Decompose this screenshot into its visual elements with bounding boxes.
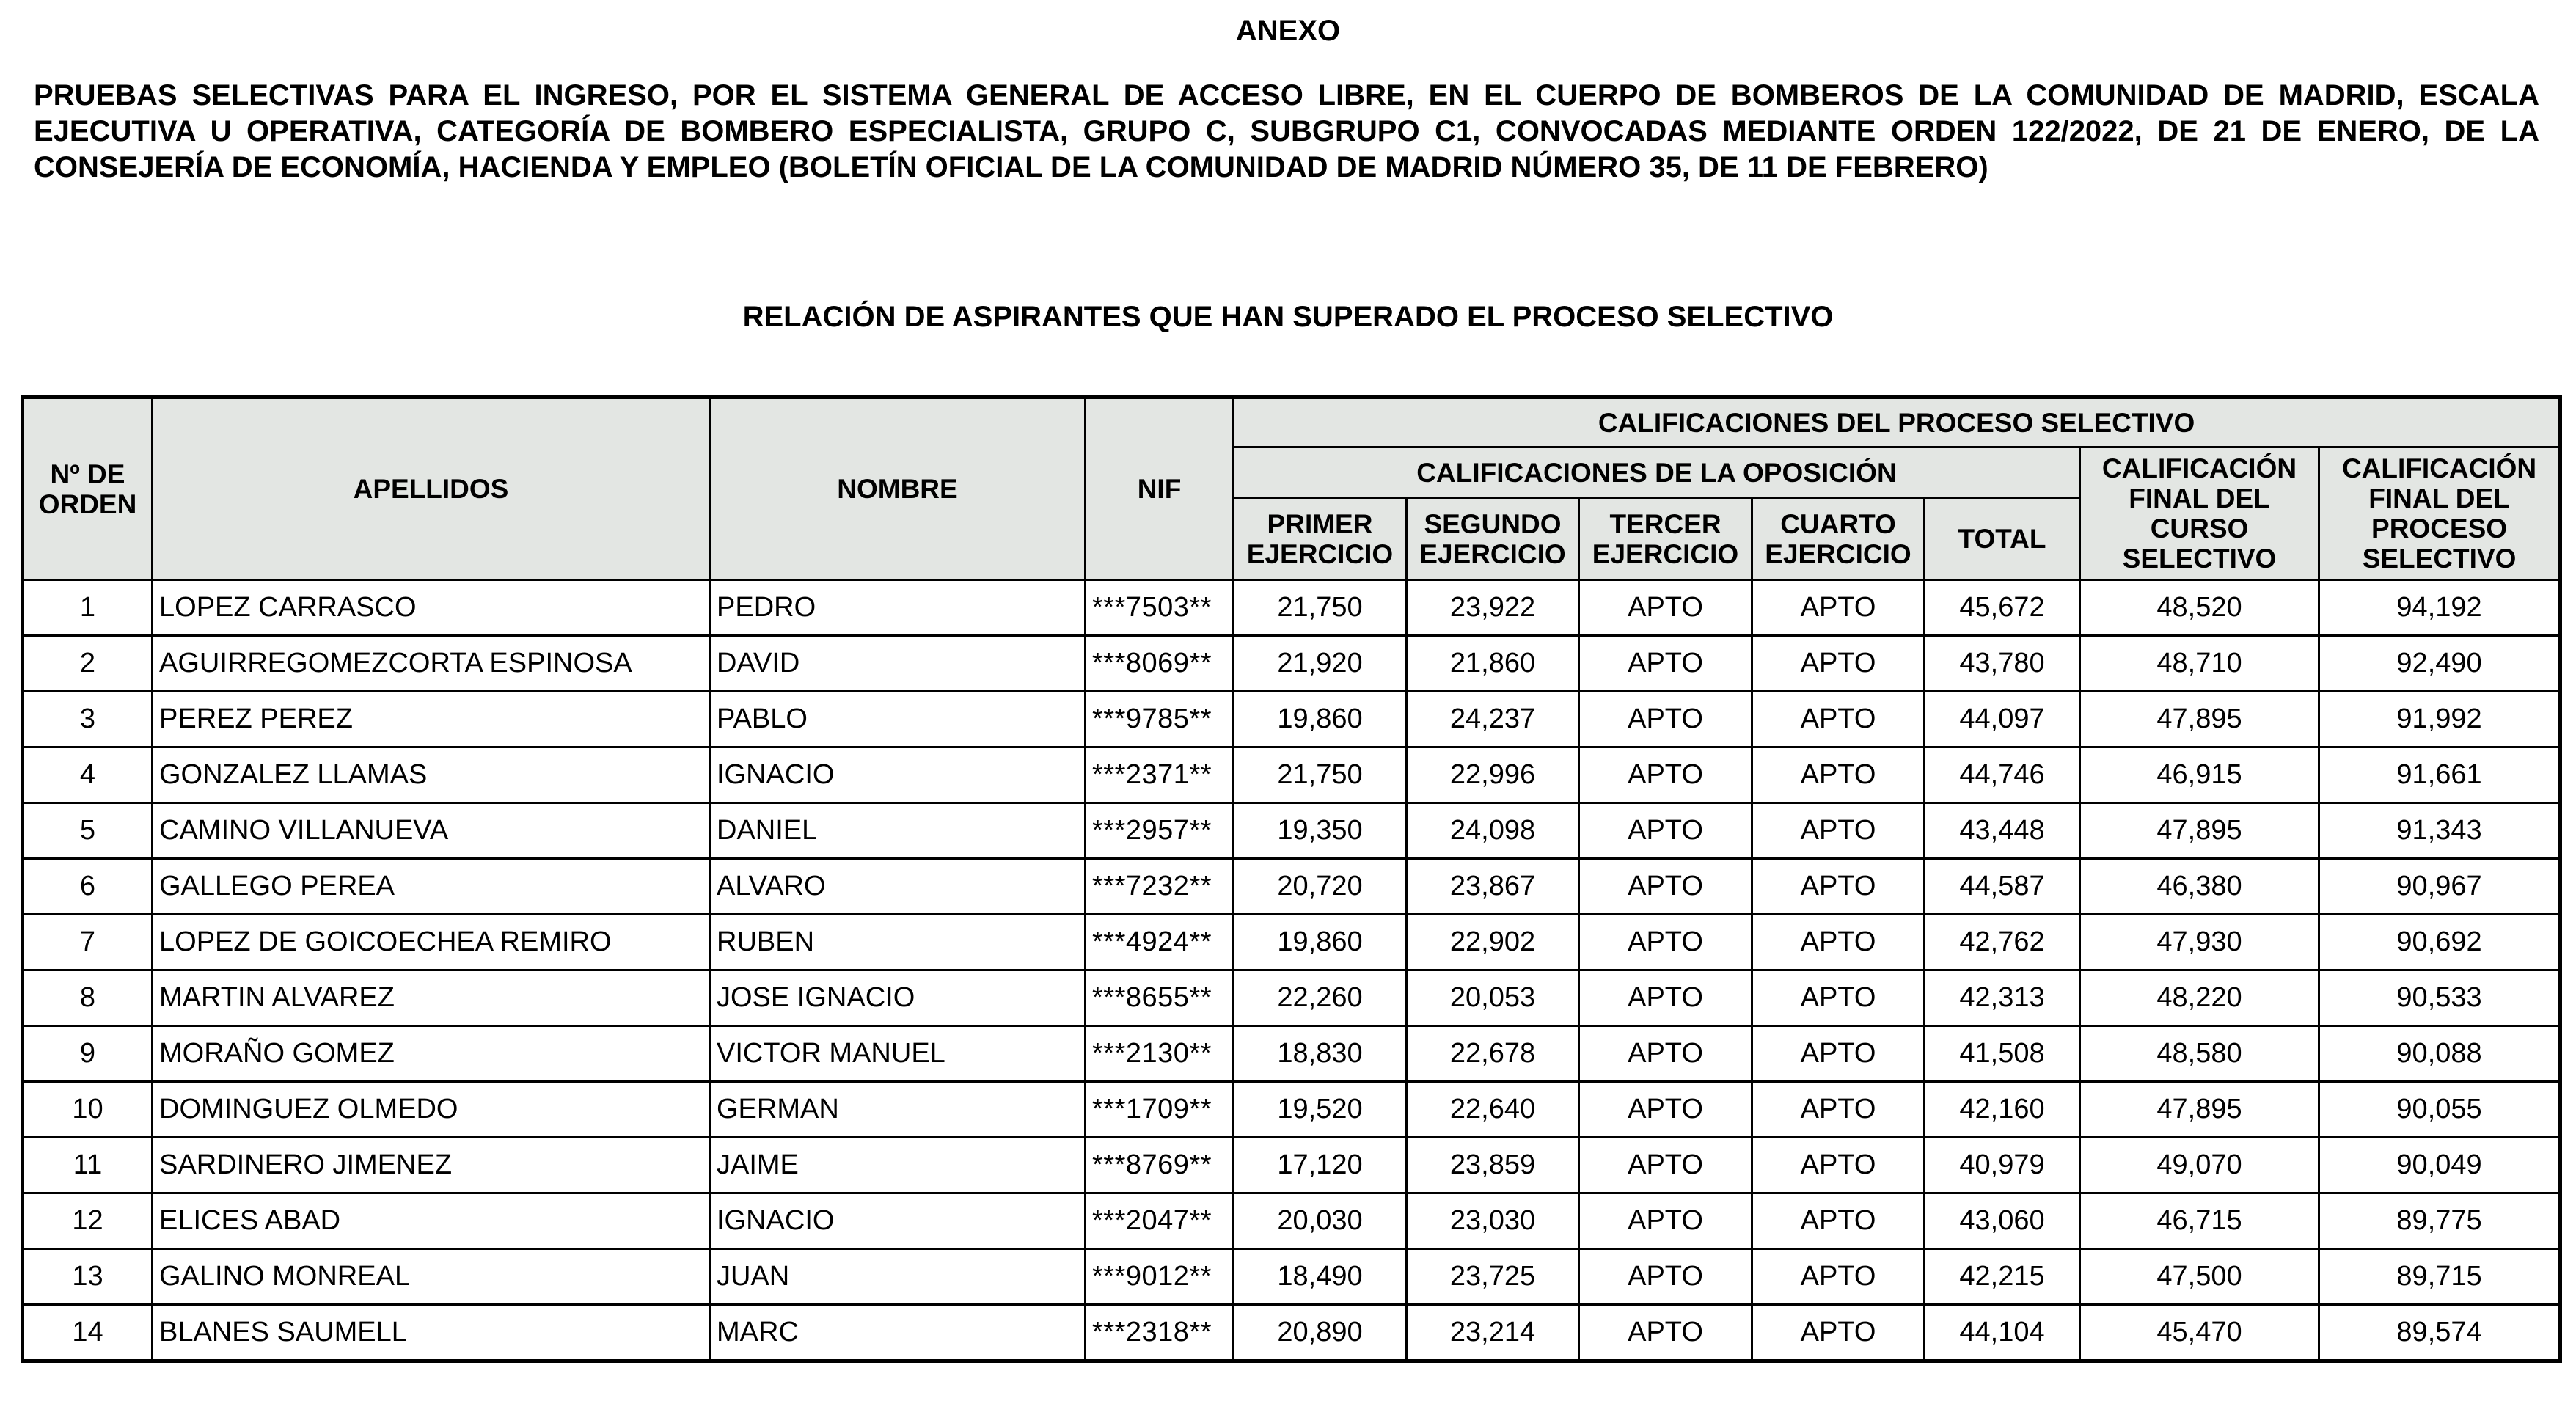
header-final-proceso: CALIFICACIÓN FINAL DEL PROCESO SELECTIVO bbox=[2319, 447, 2561, 580]
cell-nombre: JUAN bbox=[710, 1249, 1086, 1305]
cell-cuarto: APTO bbox=[1752, 859, 1925, 915]
cell-tercer: APTO bbox=[1579, 1249, 1752, 1305]
cell-apellidos: SARDINERO JIMENEZ bbox=[153, 1138, 710, 1193]
cell-cuarto: APTO bbox=[1752, 1193, 1925, 1249]
cell-orden: 7 bbox=[23, 915, 153, 970]
cell-cuarto: APTO bbox=[1752, 1082, 1925, 1138]
cell-nombre: PEDRO bbox=[710, 580, 1086, 636]
header-apellidos: APELLIDOS bbox=[153, 398, 710, 580]
cell-tercer: APTO bbox=[1579, 580, 1752, 636]
cell-segundo: 23,030 bbox=[1407, 1193, 1579, 1249]
cell-orden: 9 bbox=[23, 1026, 153, 1082]
cell-primer: 19,350 bbox=[1234, 803, 1407, 859]
header-final-curso: CALIFICACIÓN FINAL DEL CURSO SELECTIVO bbox=[2080, 447, 2319, 580]
cell-total: 43,060 bbox=[1925, 1193, 2080, 1249]
cell-final-curso: 46,380 bbox=[2080, 859, 2319, 915]
cell-orden: 6 bbox=[23, 859, 153, 915]
table-row bbox=[23, 859, 2561, 915]
cell-apellidos: BLANES SAUMELL bbox=[153, 1305, 710, 1361]
cell-final-curso: 48,520 bbox=[2080, 580, 2319, 636]
cell-tercer: APTO bbox=[1579, 1026, 1752, 1082]
cell-nombre: JOSE IGNACIO bbox=[710, 970, 1086, 1026]
cell-cuarto: APTO bbox=[1752, 1305, 1925, 1361]
cell-orden: 4 bbox=[23, 747, 153, 803]
cell-primer: 20,030 bbox=[1234, 1193, 1407, 1249]
cell-nif: ***8069** bbox=[1086, 636, 1234, 692]
cell-primer: 19,860 bbox=[1234, 692, 1407, 747]
cell-orden: 3 bbox=[23, 692, 153, 747]
cell-final-proceso: 90,533 bbox=[2319, 970, 2561, 1026]
cell-apellidos: MORAÑO GOMEZ bbox=[153, 1026, 710, 1082]
cell-apellidos: AGUIRREGOMEZCORTA ESPINOSA bbox=[153, 636, 710, 692]
cell-orden: 13 bbox=[23, 1249, 153, 1305]
cell-cuarto: APTO bbox=[1752, 580, 1925, 636]
cell-segundo: 23,214 bbox=[1407, 1305, 1579, 1361]
header-orden: Nº DE ORDEN bbox=[23, 398, 153, 580]
cell-segundo: 20,053 bbox=[1407, 970, 1579, 1026]
cell-nif: ***2371** bbox=[1086, 747, 1234, 803]
cell-tercer: APTO bbox=[1579, 747, 1752, 803]
cell-segundo: 22,996 bbox=[1407, 747, 1579, 803]
cell-nombre: GERMAN bbox=[710, 1082, 1086, 1138]
cell-primer: 22,260 bbox=[1234, 970, 1407, 1026]
cell-nombre: DANIEL bbox=[710, 803, 1086, 859]
table-row bbox=[23, 1249, 2561, 1305]
table-row bbox=[23, 1082, 2561, 1138]
header-tercer-ejercicio: TERCER EJERCICIO bbox=[1579, 498, 1752, 580]
cell-nombre: PABLO bbox=[710, 692, 1086, 747]
cell-cuarto: APTO bbox=[1752, 803, 1925, 859]
cell-segundo: 24,098 bbox=[1407, 803, 1579, 859]
cell-total: 44,587 bbox=[1925, 859, 2080, 915]
table-row bbox=[23, 747, 2561, 803]
cell-final-proceso: 89,775 bbox=[2319, 1193, 2561, 1249]
cell-final-proceso: 90,055 bbox=[2319, 1082, 2561, 1138]
table-row bbox=[23, 970, 2561, 1026]
cell-nombre: JAIME bbox=[710, 1138, 1086, 1193]
cell-total: 44,097 bbox=[1925, 692, 2080, 747]
cell-segundo: 23,725 bbox=[1407, 1249, 1579, 1305]
cell-final-curso: 47,895 bbox=[2080, 1082, 2319, 1138]
cell-final-proceso: 92,490 bbox=[2319, 636, 2561, 692]
cell-final-proceso: 91,992 bbox=[2319, 692, 2561, 747]
cell-cuarto: APTO bbox=[1752, 1249, 1925, 1305]
cell-segundo: 22,640 bbox=[1407, 1082, 1579, 1138]
results-table bbox=[21, 395, 2562, 1363]
table-row bbox=[23, 692, 2561, 747]
cell-cuarto: APTO bbox=[1752, 1026, 1925, 1082]
cell-final-proceso: 90,967 bbox=[2319, 859, 2561, 915]
cell-final-curso: 48,710 bbox=[2080, 636, 2319, 692]
table-row bbox=[23, 1305, 2561, 1361]
cell-nombre: ALVARO bbox=[710, 859, 1086, 915]
cell-nif: ***2957** bbox=[1086, 803, 1234, 859]
cell-total: 42,215 bbox=[1925, 1249, 2080, 1305]
cell-final-proceso: 94,192 bbox=[2319, 580, 2561, 636]
cell-total: 40,979 bbox=[1925, 1138, 2080, 1193]
cell-cuarto: APTO bbox=[1752, 970, 1925, 1026]
cell-final-curso: 46,915 bbox=[2080, 747, 2319, 803]
cell-final-curso: 48,580 bbox=[2080, 1026, 2319, 1082]
cell-cuarto: APTO bbox=[1752, 1138, 1925, 1193]
cell-final-curso: 46,715 bbox=[2080, 1193, 2319, 1249]
cell-orden: 10 bbox=[23, 1082, 153, 1138]
cell-orden: 5 bbox=[23, 803, 153, 859]
cell-final-curso: 48,220 bbox=[2080, 970, 2319, 1026]
table-row bbox=[23, 1026, 2561, 1082]
cell-nombre: IGNACIO bbox=[710, 1193, 1086, 1249]
cell-nif: ***2130** bbox=[1086, 1026, 1234, 1082]
header-primer-ejercicio: PRIMER EJERCICIO bbox=[1234, 498, 1407, 580]
table-body bbox=[23, 580, 2561, 1361]
table-row bbox=[23, 1193, 2561, 1249]
cell-final-proceso: 90,088 bbox=[2319, 1026, 2561, 1082]
cell-cuarto: APTO bbox=[1752, 692, 1925, 747]
table-subtitle: RELACIÓN DE ASPIRANTES QUE HAN SUPERADO EL PROCESO SELECTIVO bbox=[742, 301, 1834, 333]
cell-primer: 20,720 bbox=[1234, 859, 1407, 915]
intro-paragraph: PRUEBAS SELECTIVAS PARA EL INGRESO, POR EL SISTEMA GENERAL DE ACCESO LIBRE, EN EL CUERPO DE BOMBEROS DE LA COMUNIDAD DE MADRID, ESCALA EJECUTIVA U OPERATIVA, CATEGORÍA DE BOMBERO ESPECIALISTA, GRUPO C, SUBGRUPO C1, CONVOCADAS MEDIANTE ORDEN 122/2022, DE 21 DE ENERO, DE LA CONSEJERÍA DE ECONOMÍA, HACIENDA Y EMPLEO (BOLETÍN OFICIAL DE LA COMUNIDAD DE MADRID NÚMERO 35, DE 11 DE FEBRERO) bbox=[34, 79, 2539, 183]
cell-orden: 1 bbox=[23, 580, 153, 636]
cell-segundo: 21,860 bbox=[1407, 636, 1579, 692]
cell-nif: ***7503** bbox=[1086, 580, 1234, 636]
cell-primer: 19,520 bbox=[1234, 1082, 1407, 1138]
cell-total: 45,672 bbox=[1925, 580, 2080, 636]
cell-segundo: 23,922 bbox=[1407, 580, 1579, 636]
cell-cuarto: APTO bbox=[1752, 915, 1925, 970]
cell-nif: ***8769** bbox=[1086, 1138, 1234, 1193]
cell-orden: 11 bbox=[23, 1138, 153, 1193]
cell-nif: ***8655** bbox=[1086, 970, 1234, 1026]
cell-segundo: 22,678 bbox=[1407, 1026, 1579, 1082]
cell-final-proceso: 89,715 bbox=[2319, 1249, 2561, 1305]
cell-apellidos: ELICES ABAD bbox=[153, 1193, 710, 1249]
table-header bbox=[23, 398, 2561, 580]
cell-nif: ***9012** bbox=[1086, 1249, 1234, 1305]
cell-final-proceso: 91,343 bbox=[2319, 803, 2561, 859]
header-cuarto-ejercicio: CUARTO EJERCICIO bbox=[1752, 498, 1925, 580]
cell-nombre: DAVID bbox=[710, 636, 1086, 692]
cell-segundo: 24,237 bbox=[1407, 692, 1579, 747]
cell-final-proceso: 91,661 bbox=[2319, 747, 2561, 803]
cell-nif: ***2318** bbox=[1086, 1305, 1234, 1361]
cell-final-curso: 47,500 bbox=[2080, 1249, 2319, 1305]
annex-title: ANEXO bbox=[1235, 15, 1341, 47]
cell-segundo: 23,867 bbox=[1407, 859, 1579, 915]
cell-final-curso: 49,070 bbox=[2080, 1138, 2319, 1193]
cell-total: 41,508 bbox=[1925, 1026, 2080, 1082]
header-nombre: NOMBRE bbox=[710, 398, 1086, 580]
cell-apellidos: MARTIN ALVAREZ bbox=[153, 970, 710, 1026]
cell-nombre: MARC bbox=[710, 1305, 1086, 1361]
cell-orden: 12 bbox=[23, 1193, 153, 1249]
cell-apellidos: DOMINGUEZ OLMEDO bbox=[153, 1082, 710, 1138]
table-row bbox=[23, 1138, 2561, 1193]
cell-apellidos: CAMINO VILLANUEVA bbox=[153, 803, 710, 859]
table-row bbox=[23, 636, 2561, 692]
cell-nif: ***4924** bbox=[1086, 915, 1234, 970]
cell-orden: 2 bbox=[23, 636, 153, 692]
cell-segundo: 23,859 bbox=[1407, 1138, 1579, 1193]
cell-nif: ***9785** bbox=[1086, 692, 1234, 747]
cell-apellidos: GONZALEZ LLAMAS bbox=[153, 747, 710, 803]
cell-segundo: 22,902 bbox=[1407, 915, 1579, 970]
cell-tercer: APTO bbox=[1579, 915, 1752, 970]
cell-tercer: APTO bbox=[1579, 692, 1752, 747]
cell-primer: 18,830 bbox=[1234, 1026, 1407, 1082]
cell-nif: ***1709** bbox=[1086, 1082, 1234, 1138]
cell-tercer: APTO bbox=[1579, 636, 1752, 692]
header-segundo-ejercicio: SEGUNDO EJERCICIO bbox=[1407, 498, 1579, 580]
cell-final-proceso: 90,049 bbox=[2319, 1138, 2561, 1193]
cell-primer: 19,860 bbox=[1234, 915, 1407, 970]
cell-nombre: IGNACIO bbox=[710, 747, 1086, 803]
header-total: TOTAL bbox=[1925, 498, 2080, 580]
cell-final-curso: 47,930 bbox=[2080, 915, 2319, 970]
cell-nif: ***7232** bbox=[1086, 859, 1234, 915]
cell-nombre: VICTOR MANUEL bbox=[710, 1026, 1086, 1082]
cell-apellidos: LOPEZ DE GOICOECHEA REMIRO bbox=[153, 915, 710, 970]
cell-apellidos: GALINO MONREAL bbox=[153, 1249, 710, 1305]
table-row bbox=[23, 803, 2561, 859]
cell-total: 44,104 bbox=[1925, 1305, 2080, 1361]
cell-tercer: APTO bbox=[1579, 1193, 1752, 1249]
cell-primer: 21,750 bbox=[1234, 747, 1407, 803]
cell-total: 42,313 bbox=[1925, 970, 2080, 1026]
cell-nombre: RUBEN bbox=[710, 915, 1086, 970]
cell-total: 43,448 bbox=[1925, 803, 2080, 859]
cell-apellidos: LOPEZ CARRASCO bbox=[153, 580, 710, 636]
cell-apellidos: PEREZ PEREZ bbox=[153, 692, 710, 747]
cell-orden: 8 bbox=[23, 970, 153, 1026]
cell-final-proceso: 89,574 bbox=[2319, 1305, 2561, 1361]
cell-orden: 14 bbox=[23, 1305, 153, 1361]
cell-nif: ***2047** bbox=[1086, 1193, 1234, 1249]
cell-primer: 21,920 bbox=[1234, 636, 1407, 692]
cell-final-curso: 47,895 bbox=[2080, 692, 2319, 747]
cell-cuarto: APTO bbox=[1752, 636, 1925, 692]
cell-final-curso: 47,895 bbox=[2080, 803, 2319, 859]
table-row bbox=[23, 915, 2561, 970]
cell-cuarto: APTO bbox=[1752, 747, 1925, 803]
cell-primer: 18,490 bbox=[1234, 1249, 1407, 1305]
cell-final-curso: 45,470 bbox=[2080, 1305, 2319, 1361]
cell-tercer: APTO bbox=[1579, 859, 1752, 915]
header-calificaciones-oposicion: CALIFICACIONES DE LA OPOSICIÓN bbox=[1234, 447, 2080, 498]
cell-primer: 17,120 bbox=[1234, 1138, 1407, 1193]
cell-final-proceso: 90,692 bbox=[2319, 915, 2561, 970]
table-row bbox=[23, 580, 2561, 636]
header-nif: NIF bbox=[1086, 398, 1234, 580]
cell-primer: 20,890 bbox=[1234, 1305, 1407, 1361]
cell-tercer: APTO bbox=[1579, 1138, 1752, 1193]
cell-tercer: APTO bbox=[1579, 970, 1752, 1026]
cell-tercer: APTO bbox=[1579, 1305, 1752, 1361]
cell-apellidos: GALLEGO PEREA bbox=[153, 859, 710, 915]
cell-total: 44,746 bbox=[1925, 747, 2080, 803]
cell-total: 42,762 bbox=[1925, 915, 2080, 970]
cell-primer: 21,750 bbox=[1234, 580, 1407, 636]
cell-total: 42,160 bbox=[1925, 1082, 2080, 1138]
cell-total: 43,780 bbox=[1925, 636, 2080, 692]
cell-tercer: APTO bbox=[1579, 1082, 1752, 1138]
cell-tercer: APTO bbox=[1579, 803, 1752, 859]
header-calificaciones-proceso: CALIFICACIONES DEL PROCESO SELECTIVO bbox=[1234, 398, 2561, 447]
